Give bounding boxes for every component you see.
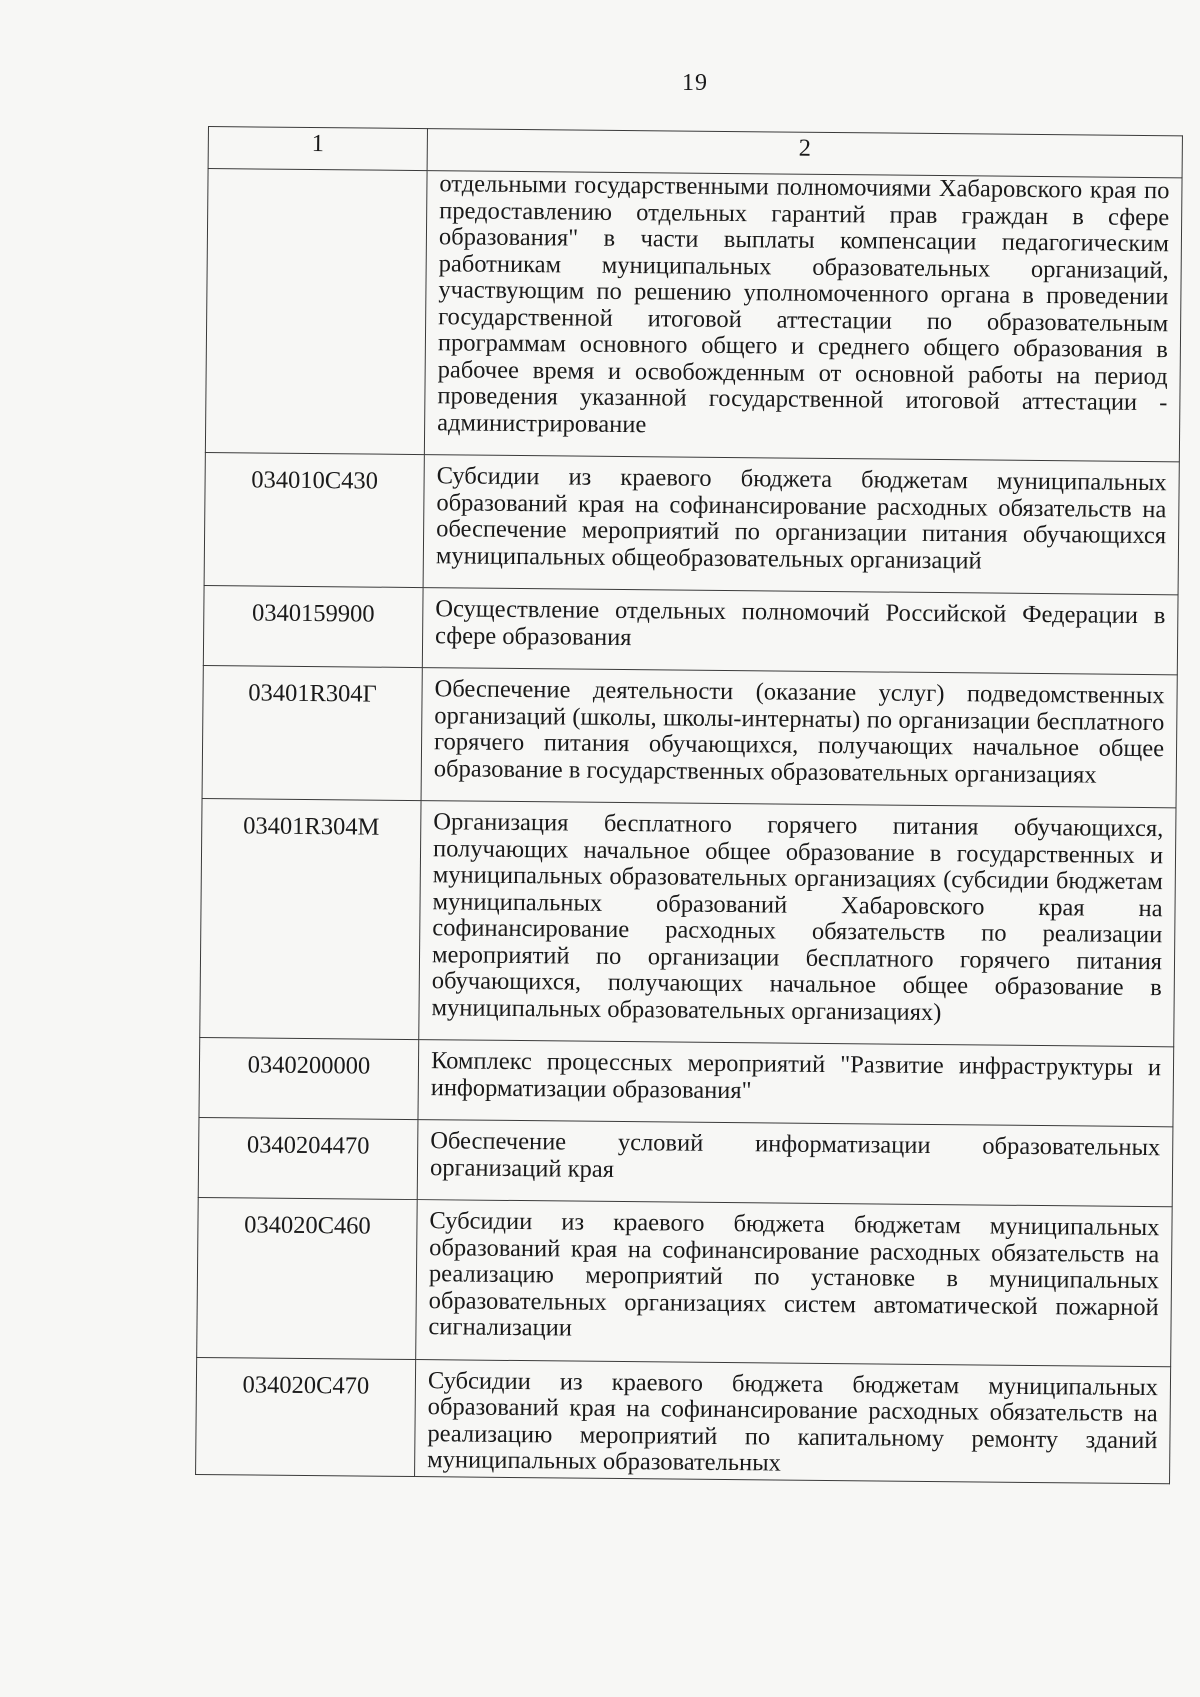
description-cell: Осуществление отдельных полномочий Российской Федерации в сфере образования [422, 588, 1178, 675]
table-row [198, 1117, 1173, 1206]
description-cell: Комплекс процессных мероприятий "Развитие инфраструктуры и информатизации образования" [418, 1040, 1174, 1127]
code-cell: 0340159900 [203, 585, 423, 667]
code-cell: 034020С470 [196, 1357, 416, 1476]
code-cell: 034020С460 [197, 1197, 418, 1359]
description-cell: Субсидии из краевого бюджета бюджетам муниципальных образований края на софинансирование расходных обязательств на реализацию мероприятий по установке в муниципальных образовательных организациях систем автоматической пожарной сигнализации [416, 1200, 1172, 1367]
table-row [204, 452, 1179, 594]
budget-code-table [195, 126, 1183, 1484]
code-cell: 03401R304Г [202, 665, 422, 800]
description-cell: Субсидии из краевого бюджета бюджетам муниципальных образований края на софинансирование расходных обязательств на обеспечение мероприятий по организации питания обучающихся муниципальных общеобразовательных организаций [423, 455, 1179, 595]
description-cell: отдельными государственными полномочиями Хабаровского края по предоставлению отдельных гарантий прав граждан в сфере образования" в части выплаты компенсации педагогическим работникам муниципальных образовательных организаций, участвующим по решению уполномоченного органа в проведении государственной итоговой аттестации по образовательным программам основного общего и среднего общего образования в рабочее время и освобожденным от основной работы на период проведения указанной государственной итоговой аттестации - администрирование [424, 171, 1182, 462]
code-cell: 0340200000 [199, 1037, 419, 1119]
table-row [197, 1197, 1172, 1366]
description-cell: Субсидии из краевого бюджета бюджетам муниципальных образований края на софинансирование расходных обязательств на реализацию мероприятий по капитальному ремонту зданий муниципальных образовательных [415, 1359, 1171, 1483]
table-row [199, 1037, 1174, 1126]
table-row [205, 169, 1182, 462]
column-header-1: 1 [208, 127, 427, 171]
code-cell: 0340204470 [198, 1117, 418, 1199]
table-row [202, 665, 1177, 807]
description-cell: Обеспечение условий информатизации образовательных организаций края [417, 1120, 1173, 1207]
column-header-2: 2 [427, 129, 1182, 178]
page-number: 19 [682, 70, 708, 96]
table-row [200, 798, 1176, 1046]
code-cell [205, 169, 427, 455]
table-row [203, 585, 1178, 674]
description-cell: Обеспечение деятельности (оказание услуг) подведомственных организаций (школы, школы-интернаты) по организации бесплатного горячего питания обучающихся, получающих начальное общее образование в государственных образовательных организациях [421, 668, 1177, 808]
code-cell: 03401R304М [200, 798, 421, 1039]
code-cell: 034010С430 [204, 452, 424, 587]
table-row [196, 1357, 1171, 1483]
description-cell: Организация бесплатного горячего питания обучающихся, получающих начальное общее образование в государственных и муниципальных образовательных организациях (субсидии бюджетам муниципальных образований Хабаровского края на софинансирование расходных обязательств по реализации мероприятий по организации бесплатного горячего питания обучающихся, получающих начальное общее образование в муниципальных образовательных организациях) [419, 801, 1176, 1047]
